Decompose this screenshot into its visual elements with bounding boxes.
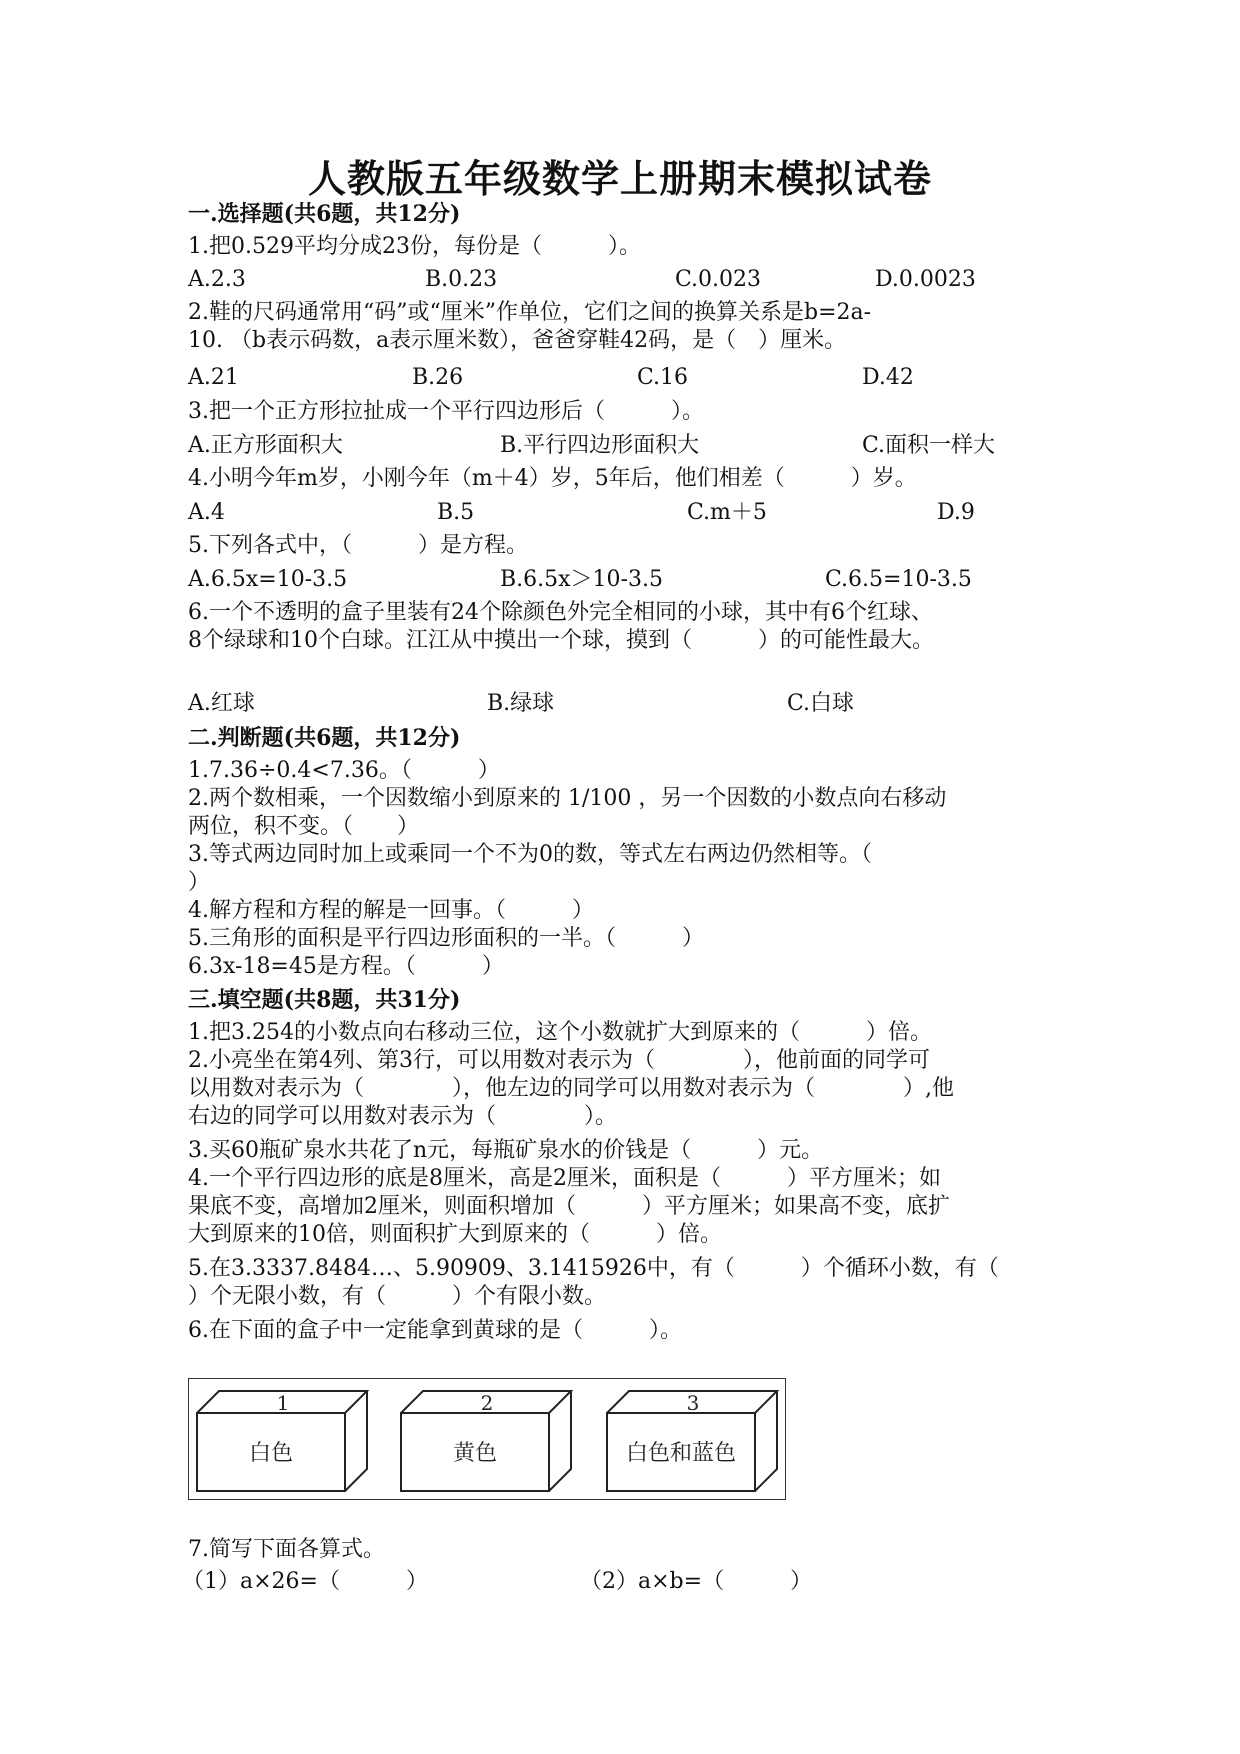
option-c: C.16 (637, 365, 689, 390)
option-b: B.绿球 (487, 691, 555, 716)
box-3-label: 白色和蓝色 (625, 1441, 737, 1466)
box-1-number: 1 (276, 1391, 290, 1415)
question-text: 右边的同学可以用数对表示为（ ）。 (188, 1104, 618, 1129)
question-text: 2.两个数相乘，一个因数缩小到原来的 1/100 ，另一个因数的小数点向右移动 (188, 786, 947, 811)
option-a: A.21 (188, 365, 239, 390)
option-d: D.0.0023 (875, 267, 976, 292)
option-b: B.5 (437, 500, 475, 525)
box-1-label: 白色 (248, 1441, 294, 1466)
question-text: 6.在下面的盒子中一定能拿到黄球的是（ ）。 (188, 1318, 682, 1343)
subquestion-1: （1）a×26=（ ） (182, 1569, 428, 1594)
box-3-number: 3 (686, 1391, 700, 1415)
option-d: D.42 (862, 365, 914, 390)
question-text: 以用数对表示为（ ），他左边的同学可以用数对表示为（ ）,他 (188, 1076, 954, 1101)
option-b: B.平行四边形面积大 (500, 433, 700, 458)
question-text: 10. （b表示码数，a表示厘米数），爸爸穿鞋42码，是（ ）厘米。 (188, 328, 847, 353)
box-2-label: 黄色 (452, 1441, 498, 1466)
option-a: A.正方形面积大 (188, 433, 343, 458)
question-text: 5.三角形的面积是平行四边形面积的一半。（ ） (188, 926, 704, 951)
section-heading-judgement: 二.判断题(共6题，共12分) (188, 725, 461, 751)
option-b: B.0.23 (425, 267, 498, 292)
page-title: 人教版五年级数学上册期末模拟试卷 (307, 156, 932, 201)
option-c: C.6.5=10-3.5 (825, 567, 972, 592)
question-text: 3.把一个正方形拉扯成一个平行四边形后（ ）。 (188, 399, 704, 424)
question-text: 4.一个平行四边形的底是8厘米，高是2厘米，面积是（ ）平方厘米；如 (188, 1166, 941, 1191)
option-a: A.4 (188, 500, 225, 525)
section-heading-choice: 一.选择题(共6题，共12分) (188, 201, 461, 227)
option-c: C.白球 (787, 691, 855, 716)
option-c: C.m＋5 (687, 500, 767, 525)
section-heading-fill-blank: 三.填空题(共8题，共31分) (188, 987, 461, 1013)
question-text: 1.7.36÷0.4<7.36。（ ） (188, 758, 500, 783)
option-d: D.9 (937, 500, 975, 525)
option-b: B.6.5x＞10-3.5 (500, 567, 663, 592)
option-a: A.红球 (188, 691, 255, 716)
question-text: 4.小明今年m岁，小刚今年（m＋4）岁，5年后，他们相差（ ）岁。 (188, 466, 917, 491)
question-text: 2.鞋的尺码通常用“码”或“厘米”作单位，它们之间的换算关系是b=2a- (188, 300, 872, 325)
boxes-figure (188, 1378, 786, 1500)
option-c: C.面积一样大 (862, 433, 996, 458)
question-text: 1.把0.529平均分成23份，每份是（ ）。 (188, 234, 641, 259)
box-2-number: 2 (480, 1391, 494, 1415)
question-text: 3.等式两边同时加上或乘同一个不为0的数，等式左右两边仍然相等。（ (188, 842, 872, 867)
question-text: 6.一个不透明的盒子里装有24个除颜色外完全相同的小球，其中有6个红球、 (188, 600, 933, 625)
question-text: 5.在3.3337.8484…、5.90909、3.1415926中，有（ ）个循环小数，有（ (188, 1256, 999, 1281)
boxes-drawing (189, 1379, 787, 1501)
question-text: 2.小亮坐在第4列、第3行，可以用数对表示为（ ），他前面的同学可 (188, 1048, 930, 1073)
subquestion-2: （2）a×b=（ ） (580, 1569, 813, 1594)
question-text: 果底不变，高增加2厘米，则面积增加（ ）平方厘米；如果高不变，底扩 (188, 1194, 950, 1219)
option-b: B.26 (412, 365, 464, 390)
question-text: 两位，积不变。（ ） (188, 814, 420, 839)
question-text: 5.下列各式中，（ ）是方程。 (188, 533, 528, 558)
question-text: ）个无限小数，有（ ）个有限小数。 (188, 1284, 607, 1309)
question-text: 7.简写下面各算式。 (188, 1537, 385, 1562)
question-text: 8个绿球和10个白球。江江从中摸出一个球，摸到（ ）的可能性最大。 (188, 628, 934, 653)
question-text: 大到原来的10倍，则面积扩大到原来的（ ）倍。 (188, 1222, 722, 1247)
option-c: C.0.023 (675, 267, 762, 292)
question-text: 3.买60瓶矿泉水共花了n元，每瓶矿泉水的价钱是（ ）元。 (188, 1138, 824, 1163)
question-text: 1.把3.254的小数点向右移动三位，这个小数就扩大到原来的（ ）倍。 (188, 1020, 932, 1045)
question-text: ） (188, 870, 211, 895)
option-a: A.2.3 (188, 267, 246, 292)
question-text: 6.3x-18=45是方程。（ ） (188, 954, 504, 979)
option-a: A.6.5x=10-3.5 (188, 567, 348, 592)
question-text: 4.解方程和方程的解是一回事。（ ） (188, 898, 594, 923)
